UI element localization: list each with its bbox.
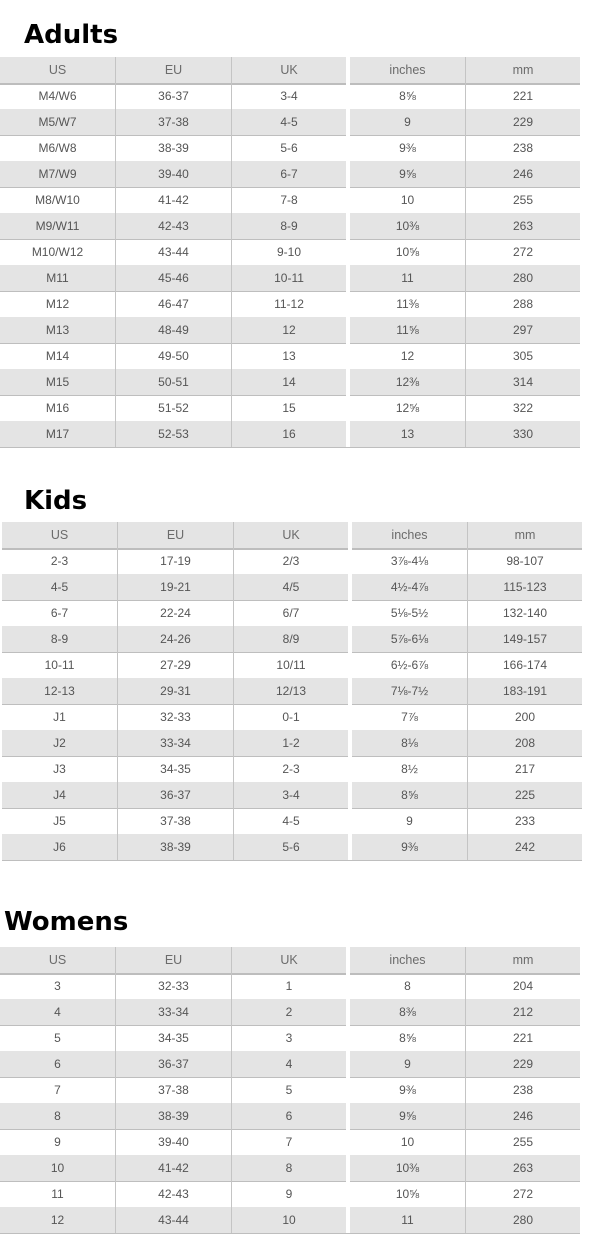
header-col-us: US (2, 522, 118, 548)
cell-col-us: 12 (0, 1207, 116, 1233)
table-row (2, 548, 582, 575)
column-gap (348, 600, 352, 626)
column-gap (346, 161, 350, 187)
cell-col-mm: 238 (512, 141, 534, 155)
cell-col-uk: 8/9 (234, 626, 348, 652)
cell-col-uk: 4/5 (234, 574, 348, 600)
header-col-mm: mm (468, 522, 582, 548)
cell-col-mm: 314 (466, 369, 580, 395)
table-row (2, 652, 582, 679)
cell-col-inches: 5⅛-5½ (352, 600, 468, 626)
cell-col-uk: 8-9 (232, 213, 346, 239)
column-gap (346, 83, 350, 109)
cell-col-eu: 42-43 (116, 213, 232, 239)
cell-col-mm: 183-191 (468, 678, 582, 704)
table-header-row (0, 947, 580, 975)
cell-col-us: J5 (2, 808, 118, 834)
cell-col-inches: 11⅜ (350, 291, 466, 317)
cell-col-eu: 39-40 (116, 1129, 232, 1155)
table-row (0, 1181, 580, 1208)
cell-col-us: J1 (2, 704, 118, 730)
column-gap (346, 421, 350, 447)
cell-col-inches: 11⅝ (350, 317, 466, 343)
cell-col-us: 2-3 (2, 548, 118, 574)
column-gap (346, 343, 350, 369)
cell-col-uk: 9 (285, 1187, 293, 1201)
header-col-eu: EU (118, 522, 234, 548)
table-row (2, 834, 582, 861)
cell-col-uk: 1 (285, 979, 293, 993)
column-gap (346, 265, 350, 291)
cell-col-eu: 38-39 (116, 1103, 232, 1129)
table-row (0, 1077, 580, 1104)
cell-col-inches: 12⅝ (350, 395, 466, 421)
cell-col-us: 7 (0, 1077, 116, 1103)
header-col-uk: UK (232, 57, 346, 83)
cell-col-mm: 132-140 (502, 606, 548, 620)
cell-col-mm: 229 (466, 109, 580, 135)
cell-col-inches: 12⅜ (350, 369, 466, 395)
cell-col-us: 3 (0, 973, 116, 999)
cell-col-inches: 9 (352, 808, 468, 834)
table-row (0, 1129, 580, 1156)
cell-col-mm: 280 (466, 1207, 580, 1233)
header-col-eu: EU (116, 947, 232, 973)
cell-col-eu: 42-43 (116, 1181, 232, 1207)
cell-col-us: 11 (0, 1181, 116, 1207)
cell-col-us: M6/W8 (0, 135, 116, 161)
cell-col-uk: 16 (232, 421, 346, 447)
cell-col-uk: 8 (232, 1155, 346, 1181)
cell-col-uk: 4-5 (232, 109, 346, 135)
cell-col-us: M12 (0, 291, 116, 317)
table-row (2, 808, 582, 835)
cell-col-mm: 208 (468, 730, 582, 756)
cell-col-eu: 45-46 (116, 265, 232, 291)
cell-col-uk: 1-2 (234, 730, 348, 756)
cell-col-mm: 229 (466, 1051, 580, 1077)
cell-col-mm: 263 (466, 213, 580, 239)
column-gap (348, 548, 352, 574)
cell-col-eu: 24-26 (118, 626, 234, 652)
cell-col-mm: 217 (514, 762, 536, 776)
cell-col-inches: 11 (350, 1207, 466, 1233)
cell-col-mm: 272 (512, 245, 534, 259)
cell-col-uk: 10 (232, 1207, 346, 1233)
cell-col-uk: 5-6 (280, 141, 298, 155)
table-row (2, 756, 582, 783)
column-gap (346, 1129, 350, 1155)
cell-col-us: 4 (0, 999, 116, 1025)
cell-col-us: J4 (2, 782, 118, 808)
header-col-inches: inches (350, 57, 466, 83)
cell-col-uk: 7 (285, 1135, 293, 1149)
cell-col-uk: 12/13 (234, 678, 348, 704)
cell-col-inches: 7⅞ (352, 704, 468, 730)
table-row (0, 1207, 580, 1234)
table-row (0, 213, 580, 240)
cell-col-uk: 0-1 (282, 710, 300, 724)
cell-col-us: M17 (0, 421, 116, 447)
cell-col-inches: 8½ (352, 756, 468, 782)
table-row (0, 1155, 580, 1182)
column-gap (346, 1181, 350, 1207)
table-row (0, 291, 580, 318)
cell-col-mm: 238 (512, 1083, 534, 1097)
cell-col-inches: 10 (350, 1129, 466, 1155)
cell-col-eu: 50-51 (116, 369, 232, 395)
column-gap (348, 808, 352, 834)
cell-col-us: M15 (0, 369, 116, 395)
cell-col-mm: 200 (514, 710, 536, 724)
cell-col-mm: 221 (512, 89, 534, 103)
table-row (0, 1051, 580, 1078)
cell-col-eu: 17-19 (118, 548, 234, 574)
cell-col-us: M4/W6 (0, 83, 116, 109)
cell-col-us: J6 (2, 834, 118, 860)
table-row (0, 317, 580, 344)
cell-col-inches: 8⅜ (350, 999, 466, 1025)
column-gap (346, 1207, 350, 1233)
cell-col-eu: 39-40 (116, 161, 232, 187)
column-gap (346, 1155, 350, 1181)
column-gap (346, 135, 350, 161)
cell-col-inches: 10⅝ (350, 239, 466, 265)
cell-col-uk: 5 (285, 1083, 293, 1097)
column-gap (346, 239, 350, 265)
cell-col-eu: 51-52 (116, 395, 232, 421)
cell-col-us: M8/W10 (0, 187, 116, 213)
table-row (2, 600, 582, 627)
cell-col-eu: 41-42 (116, 1155, 232, 1181)
cell-col-inches: 10 (350, 187, 466, 213)
cell-col-us: M14 (0, 343, 116, 369)
cell-col-uk: 12 (232, 317, 346, 343)
cell-col-mm: 255 (512, 1135, 534, 1149)
cell-col-inches: 9⅝ (350, 161, 466, 187)
table-row (0, 1025, 580, 1052)
cell-col-mm: 98-107 (506, 554, 544, 568)
cell-col-mm: 149-157 (468, 626, 582, 652)
table-row (2, 782, 582, 809)
column-gap (348, 678, 352, 704)
cell-col-mm: 305 (512, 349, 534, 363)
cell-col-mm: 280 (466, 265, 580, 291)
table-row (2, 730, 582, 757)
column-gap (346, 1103, 350, 1129)
column-gap (346, 57, 350, 83)
cell-col-us: 9 (0, 1129, 116, 1155)
cell-col-eu: 22-24 (118, 600, 234, 626)
cell-col-uk: 6 (232, 1103, 346, 1129)
header-col-uk: UK (234, 522, 348, 548)
cell-col-eu: 32-33 (118, 704, 234, 730)
cell-col-inches: 8⅝ (352, 782, 468, 808)
table-header-row (2, 522, 582, 550)
column-gap (346, 1077, 350, 1103)
cell-col-eu: 38-39 (116, 135, 232, 161)
cell-col-eu: 27-29 (118, 652, 234, 678)
cell-col-uk: 9-10 (276, 245, 302, 259)
cell-col-us: 5 (0, 1025, 116, 1051)
cell-col-us: 8-9 (2, 626, 118, 652)
cell-col-eu: 43-44 (116, 1207, 232, 1233)
table-row (2, 704, 582, 731)
table-row (2, 626, 582, 653)
section-title-kids: Kids (24, 486, 88, 516)
table-row (0, 421, 580, 448)
cell-col-us: 8 (0, 1103, 116, 1129)
cell-col-us: J2 (2, 730, 118, 756)
cell-col-inches: 9 (350, 1051, 466, 1077)
cell-col-uk: 4 (232, 1051, 346, 1077)
column-gap (346, 317, 350, 343)
table-row (0, 109, 580, 136)
column-gap (346, 109, 350, 135)
cell-col-mm: 288 (512, 297, 534, 311)
column-gap (346, 187, 350, 213)
cell-col-mm: 246 (466, 1103, 580, 1129)
cell-col-inches: 6½-6⅞ (352, 652, 468, 678)
cell-col-uk: 6-7 (232, 161, 346, 187)
section-title-adults: Adults (24, 20, 119, 50)
column-gap (346, 973, 350, 999)
column-gap (348, 834, 352, 860)
column-gap (348, 574, 352, 600)
cell-col-eu: 38-39 (118, 834, 234, 860)
cell-col-eu: 43-44 (116, 239, 232, 265)
header-col-mm: mm (466, 57, 580, 83)
column-gap (348, 730, 352, 756)
cell-col-eu: 41-42 (116, 187, 232, 213)
table-row (0, 83, 580, 110)
cell-col-eu: 36-37 (118, 782, 234, 808)
cell-col-mm: 297 (466, 317, 580, 343)
cell-col-us: 10 (0, 1155, 116, 1181)
cell-col-eu: 32-33 (116, 973, 232, 999)
table-row (0, 369, 580, 396)
cell-col-uk: 13 (282, 349, 296, 363)
table-row (0, 973, 580, 1000)
cell-col-mm: 246 (466, 161, 580, 187)
column-gap (346, 213, 350, 239)
cell-col-inches: 10⅝ (350, 1181, 466, 1207)
cell-col-eu: 36-37 (116, 1051, 232, 1077)
cell-col-us: M11 (0, 265, 116, 291)
column-gap (348, 652, 352, 678)
table-row (0, 265, 580, 292)
cell-col-us: 4-5 (2, 574, 118, 600)
table-row (0, 187, 580, 214)
cell-col-uk: 4-5 (282, 814, 300, 828)
cell-col-uk: 10/11 (276, 658, 306, 672)
cell-col-eu: 52-53 (116, 421, 232, 447)
cell-col-inches: 9⅜ (352, 834, 468, 860)
cell-col-eu: 37-38 (118, 808, 234, 834)
cell-col-mm: 166-174 (502, 658, 548, 672)
column-gap (346, 947, 350, 973)
header-col-eu: EU (116, 57, 232, 83)
table-row (0, 395, 580, 422)
cell-col-mm: 272 (512, 1187, 534, 1201)
cell-col-uk: 5-6 (234, 834, 348, 860)
column-gap (348, 522, 352, 548)
table-row (0, 1103, 580, 1130)
cell-col-eu: 49-50 (116, 343, 232, 369)
cell-col-us: 12-13 (2, 678, 118, 704)
cell-col-mm: 330 (466, 421, 580, 447)
cell-col-eu: 48-49 (116, 317, 232, 343)
cell-col-uk: 3-4 (234, 782, 348, 808)
column-gap (346, 291, 350, 317)
cell-col-inches: 9⅝ (350, 1103, 466, 1129)
cell-col-us: J3 (2, 756, 118, 782)
header-col-inches: inches (352, 522, 468, 548)
column-gap (346, 369, 350, 395)
table-header-row (0, 57, 580, 85)
table-row (0, 343, 580, 370)
table-row (2, 678, 582, 705)
cell-col-eu: 37-38 (116, 1077, 232, 1103)
cell-col-inches: 8⅝ (350, 1025, 466, 1051)
header-col-uk: UK (232, 947, 346, 973)
cell-col-uk: 11-12 (274, 297, 304, 311)
cell-col-mm: 204 (512, 979, 534, 993)
cell-col-mm: 115-123 (468, 574, 582, 600)
table-row (0, 999, 580, 1026)
section-title-womens: Womens (4, 907, 129, 937)
column-gap (346, 1051, 350, 1077)
cell-col-eu: 19-21 (118, 574, 234, 600)
cell-col-eu: 33-34 (118, 730, 234, 756)
cell-col-mm: 255 (512, 193, 534, 207)
cell-col-mm: 212 (466, 999, 580, 1025)
header-col-us: US (0, 57, 116, 83)
table-row (0, 135, 580, 162)
table-row (2, 574, 582, 601)
cell-col-inches: 9⅜ (350, 1077, 466, 1103)
cell-col-mm: 263 (466, 1155, 580, 1181)
column-gap (348, 782, 352, 808)
cell-col-inches: 9 (350, 109, 466, 135)
cell-col-inches: 8⅛ (352, 730, 468, 756)
cell-col-mm: 225 (468, 782, 582, 808)
cell-col-us: M10/W12 (0, 239, 116, 265)
cell-col-inches: 9⅜ (350, 135, 466, 161)
cell-col-mm: 242 (468, 834, 582, 860)
cell-col-us: M7/W9 (0, 161, 116, 187)
cell-col-inches: 8⅝ (350, 83, 466, 109)
cell-col-uk: 2/3 (282, 554, 300, 568)
cell-col-mm: 221 (512, 1031, 534, 1045)
cell-col-uk: 14 (232, 369, 346, 395)
cell-col-us: 6-7 (2, 600, 118, 626)
header-col-us: US (0, 947, 116, 973)
cell-col-inches: 4½-4⅞ (352, 574, 468, 600)
cell-col-uk: 2 (232, 999, 346, 1025)
cell-col-uk: 15 (282, 401, 296, 415)
cell-col-inches: 10⅜ (350, 1155, 466, 1181)
cell-col-mm: 233 (514, 814, 536, 828)
cell-col-us: M5/W7 (0, 109, 116, 135)
cell-col-uk: 7-8 (280, 193, 298, 207)
cell-col-us: M13 (0, 317, 116, 343)
column-gap (346, 1025, 350, 1051)
table-row (0, 161, 580, 188)
header-col-mm: mm (466, 947, 580, 973)
cell-col-eu: 29-31 (118, 678, 234, 704)
cell-col-us: M9/W11 (0, 213, 116, 239)
header-col-inches: inches (350, 947, 466, 973)
cell-col-inches: 11 (350, 265, 466, 291)
cell-col-inches: 12 (350, 343, 466, 369)
cell-col-uk: 10-11 (232, 265, 346, 291)
cell-col-uk: 6/7 (282, 606, 300, 620)
cell-col-inches: 7⅛-7½ (352, 678, 468, 704)
cell-col-eu: 36-37 (116, 83, 232, 109)
cell-col-inches: 10⅜ (350, 213, 466, 239)
cell-col-inches: 8 (350, 973, 466, 999)
cell-col-us: 6 (0, 1051, 116, 1077)
cell-col-uk: 2-3 (282, 762, 300, 776)
cell-col-inches: 5⅞-6⅛ (352, 626, 468, 652)
table-row (0, 239, 580, 266)
cell-col-eu: 46-47 (116, 291, 232, 317)
column-gap (346, 395, 350, 421)
column-gap (346, 999, 350, 1025)
column-gap (348, 626, 352, 652)
cell-col-eu: 37-38 (116, 109, 232, 135)
cell-col-uk: 3 (285, 1031, 293, 1045)
column-gap (348, 704, 352, 730)
cell-col-uk: 3-4 (280, 89, 298, 103)
cell-col-inches: 13 (350, 421, 466, 447)
cell-col-inches: 3⅞-4⅛ (352, 548, 468, 574)
column-gap (348, 756, 352, 782)
cell-col-us: M16 (0, 395, 116, 421)
cell-col-mm: 322 (512, 401, 534, 415)
cell-col-us: 10-11 (2, 652, 118, 678)
cell-col-eu: 33-34 (116, 999, 232, 1025)
cell-col-eu: 34-35 (118, 756, 234, 782)
cell-col-eu: 34-35 (116, 1025, 232, 1051)
